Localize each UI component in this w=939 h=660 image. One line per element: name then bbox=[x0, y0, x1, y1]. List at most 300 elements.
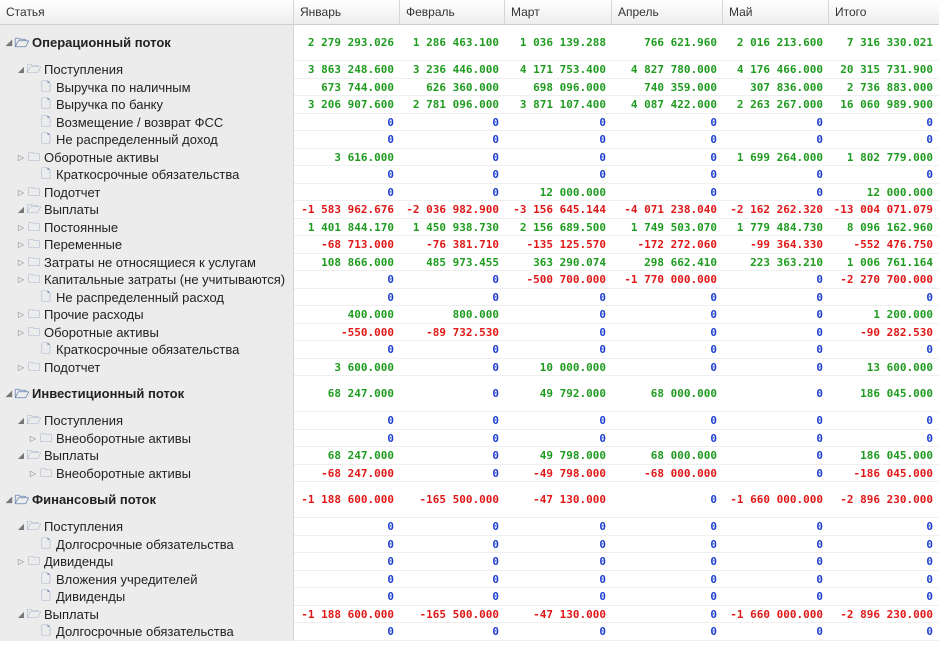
value-cell: 0 bbox=[505, 518, 612, 536]
expand-arrow-icon[interactable]: ▷ bbox=[17, 152, 25, 162]
value-cell: 0 bbox=[294, 166, 400, 184]
value-cell: 800.000 bbox=[400, 306, 505, 324]
value-cell: 49 798.000 bbox=[505, 447, 612, 465]
value-cell: 0 bbox=[400, 359, 505, 377]
table-row[interactable] bbox=[0, 553, 939, 571]
folder-open-icon: 🗁 bbox=[26, 413, 42, 427]
folder-open-icon: 🗁 bbox=[14, 493, 30, 507]
value-cell: -13 004 071.079 bbox=[829, 201, 939, 219]
value-cell: 0 bbox=[505, 588, 612, 606]
value-cell: 0 bbox=[723, 430, 829, 448]
row-label-cell bbox=[0, 306, 294, 324]
row-label-cell bbox=[0, 236, 294, 254]
folder-open-icon: 🗁 bbox=[26, 606, 42, 621]
value-cell: -165 500.000 bbox=[400, 482, 505, 518]
file-icon: 🗋 bbox=[41, 167, 51, 181]
row-label-cell bbox=[0, 430, 294, 448]
value-cell: 0 bbox=[723, 623, 829, 641]
value-cell: 3 600.000 bbox=[294, 359, 400, 377]
table-row[interactable] bbox=[0, 114, 939, 132]
file-icon: 🗋 bbox=[41, 536, 51, 551]
value-cell: 0 bbox=[400, 412, 505, 430]
expand-arrow-icon[interactable]: ▷ bbox=[29, 468, 37, 478]
row-label-cell bbox=[0, 465, 294, 483]
row-label-cell bbox=[0, 324, 294, 342]
row-label: Выплаты bbox=[44, 202, 99, 217]
value-cell: 0 bbox=[612, 306, 723, 324]
row-label-cell bbox=[0, 61, 294, 79]
value-cell: 4 087 422.000 bbox=[612, 96, 723, 114]
collapse-arrow-icon[interactable]: ◢ bbox=[17, 65, 25, 74]
folder-icon: 🗀 bbox=[27, 219, 40, 234]
value-cell: 0 bbox=[294, 553, 400, 571]
value-cell: 0 bbox=[723, 571, 829, 589]
table-row[interactable] bbox=[0, 518, 939, 536]
value-cell: 1 450 938.730 bbox=[400, 219, 505, 237]
value-cell: 68 000.000 bbox=[612, 376, 723, 412]
value-cell: 0 bbox=[294, 588, 400, 606]
value-cell: 0 bbox=[400, 536, 505, 554]
column-header-may[interactable]: Май bbox=[723, 0, 829, 24]
value-cell: 0 bbox=[400, 553, 505, 571]
row-label: Оборотные активы bbox=[44, 324, 159, 340]
collapse-arrow-icon[interactable]: ◢ bbox=[17, 451, 25, 460]
value-cell: 3 863 248.600 bbox=[294, 61, 400, 79]
value-cell: 68 247.000 bbox=[294, 376, 400, 412]
value-cell: -1 583 962.676 bbox=[294, 201, 400, 219]
value-cell: 0 bbox=[723, 465, 829, 483]
value-cell: 49 792.000 bbox=[505, 376, 612, 412]
value-cell: -186 045.000 bbox=[829, 465, 939, 483]
value-cell: 0 bbox=[829, 131, 939, 149]
table-row[interactable] bbox=[0, 341, 939, 359]
row-label: Вложения учредителей bbox=[56, 571, 198, 587]
value-cell: 0 bbox=[400, 588, 505, 606]
value-cell: 13 600.000 bbox=[829, 359, 939, 377]
collapse-arrow-icon[interactable]: ◢ bbox=[17, 416, 25, 425]
file-icon: 🗋 bbox=[41, 342, 51, 356]
folder-open-icon: 🗁 bbox=[14, 36, 30, 50]
row-label-cell bbox=[0, 623, 294, 641]
value-cell: 0 bbox=[505, 289, 612, 307]
value-cell: 0 bbox=[505, 623, 612, 641]
row-label-cell bbox=[0, 25, 294, 61]
value-cell: 363 290.074 bbox=[505, 254, 612, 272]
value-cell: 1 006 761.164 bbox=[829, 254, 939, 272]
value-cell: 68 247.000 bbox=[294, 447, 400, 465]
value-cell: 0 bbox=[723, 536, 829, 554]
value-cell: 0 bbox=[723, 518, 829, 536]
value-cell: 0 bbox=[612, 359, 723, 377]
row-label-cell bbox=[0, 518, 294, 536]
value-cell: 0 bbox=[612, 131, 723, 149]
value-cell: 0 bbox=[829, 166, 939, 184]
grid-body bbox=[0, 25, 939, 641]
value-cell: 0 bbox=[723, 131, 829, 149]
column-header-april[interactable]: Апрель bbox=[612, 0, 723, 24]
value-cell: 0 bbox=[829, 341, 939, 359]
value-cell: 186 045.000 bbox=[829, 447, 939, 465]
value-cell: 0 bbox=[400, 131, 505, 149]
value-cell: 626 360.000 bbox=[400, 79, 505, 97]
value-cell: 0 bbox=[612, 289, 723, 307]
table-row[interactable] bbox=[0, 96, 939, 114]
value-cell: 0 bbox=[612, 114, 723, 132]
value-cell: 16 060 989.900 bbox=[829, 96, 939, 114]
value-cell: 0 bbox=[400, 271, 505, 289]
value-cell: 0 bbox=[294, 271, 400, 289]
value-cell: -49 798.000 bbox=[505, 465, 612, 483]
value-cell: 0 bbox=[612, 518, 723, 536]
expand-arrow-icon[interactable]: ▷ bbox=[17, 362, 25, 372]
value-cell: 0 bbox=[400, 447, 505, 465]
value-cell: -165 500.000 bbox=[400, 606, 505, 624]
row-label: Дивиденды bbox=[56, 589, 126, 604]
row-label: Выплаты bbox=[44, 448, 99, 463]
folder-icon: 🗀 bbox=[39, 465, 52, 480]
value-cell: 0 bbox=[612, 571, 723, 589]
value-cell: 3 236 446.000 bbox=[400, 61, 505, 79]
row-label: Финансовый поток bbox=[32, 492, 157, 507]
group-row[interactable] bbox=[0, 482, 939, 518]
value-cell: 0 bbox=[612, 482, 723, 518]
value-cell: 0 bbox=[505, 149, 612, 167]
folder-icon: 🗀 bbox=[27, 237, 40, 251]
value-cell: -90 282.530 bbox=[829, 324, 939, 342]
value-cell: 4 176 466.000 bbox=[723, 61, 829, 79]
table-row[interactable] bbox=[0, 79, 939, 97]
row-label: Поступления bbox=[44, 62, 124, 77]
row-label: Выручка по наличным bbox=[56, 79, 191, 95]
folder-icon: 🗀 bbox=[39, 430, 52, 445]
row-label: Долгосрочные обязательства bbox=[56, 536, 234, 552]
value-cell: -2 036 982.900 bbox=[400, 201, 505, 219]
row-label-cell bbox=[0, 271, 294, 289]
value-cell: -99 364.330 bbox=[723, 236, 829, 254]
value-cell: 0 bbox=[294, 131, 400, 149]
table-row[interactable] bbox=[0, 166, 939, 184]
table-row[interactable] bbox=[0, 271, 939, 289]
value-cell: 0 bbox=[294, 430, 400, 448]
table-row[interactable] bbox=[0, 184, 939, 202]
value-cell: 400.000 bbox=[294, 306, 400, 324]
folder-open-icon: 🗁 bbox=[26, 448, 42, 462]
expand-arrow-icon[interactable]: ▷ bbox=[17, 240, 25, 249]
folder-icon: 🗀 bbox=[27, 324, 40, 339]
collapse-arrow-icon[interactable]: ◢ bbox=[5, 389, 13, 398]
value-cell: 0 bbox=[829, 412, 939, 430]
value-cell: 1 802 779.000 bbox=[829, 149, 939, 167]
value-cell: 0 bbox=[723, 376, 829, 412]
value-cell: 766 621.960 bbox=[612, 25, 723, 61]
folder-icon: 🗀 bbox=[27, 184, 40, 199]
value-cell: 1 036 139.288 bbox=[505, 25, 612, 61]
value-cell: 12 000.000 bbox=[505, 184, 612, 202]
row-label-cell bbox=[0, 219, 294, 237]
value-cell: 1 749 503.070 bbox=[612, 219, 723, 237]
value-cell: 20 315 731.900 bbox=[829, 61, 939, 79]
row-label-cell bbox=[0, 536, 294, 554]
value-cell: 0 bbox=[612, 166, 723, 184]
value-cell: 0 bbox=[829, 536, 939, 554]
value-cell: 3 871 107.400 bbox=[505, 96, 612, 114]
row-label-cell bbox=[0, 96, 294, 114]
row-label-cell bbox=[0, 553, 294, 571]
value-cell: -4 071 238.040 bbox=[612, 201, 723, 219]
folder-icon: 🗀 bbox=[27, 254, 40, 269]
table-row[interactable] bbox=[0, 306, 939, 324]
row-label: Краткосрочные обязательства bbox=[56, 167, 240, 182]
value-cell: -68 000.000 bbox=[612, 465, 723, 483]
row-label-cell bbox=[0, 131, 294, 149]
column-header-total[interactable]: Итого bbox=[835, 5, 867, 19]
value-cell: 0 bbox=[829, 114, 939, 132]
table-row[interactable] bbox=[0, 536, 939, 554]
value-cell: 0 bbox=[400, 430, 505, 448]
row-label: Долгосрочные обязательства bbox=[56, 624, 234, 639]
collapse-arrow-icon[interactable]: ◢ bbox=[17, 522, 25, 531]
row-label: Поступления bbox=[44, 519, 124, 534]
value-cell: 2 016 213.600 bbox=[723, 25, 829, 61]
row-label: Дивиденды bbox=[44, 554, 114, 569]
row-label-cell bbox=[0, 482, 294, 518]
row-label: Не распределенный расход bbox=[56, 289, 225, 305]
file-icon: 🗋 bbox=[41, 132, 51, 146]
value-cell: 0 bbox=[723, 447, 829, 465]
value-cell: -1 188 600.000 bbox=[294, 606, 400, 624]
value-cell: 0 bbox=[505, 114, 612, 132]
value-cell: -47 130.000 bbox=[505, 606, 612, 624]
column-header-february[interactable]: Февраль bbox=[400, 0, 505, 24]
value-cell: -89 732.530 bbox=[400, 324, 505, 342]
file-icon: 🗋 bbox=[41, 624, 51, 638]
table-row[interactable] bbox=[0, 359, 939, 377]
value-cell: 0 bbox=[723, 553, 829, 571]
value-cell: 0 bbox=[829, 588, 939, 606]
collapse-arrow-icon[interactable]: ◢ bbox=[5, 495, 13, 504]
table-row[interactable] bbox=[0, 430, 939, 448]
value-cell: 2 279 293.026 bbox=[294, 25, 400, 61]
collapse-arrow-icon[interactable]: ◢ bbox=[5, 38, 13, 47]
column-header-article[interactable]: Статья bbox=[0, 0, 294, 24]
value-cell: 0 bbox=[294, 518, 400, 536]
row-label-cell bbox=[0, 166, 294, 184]
folder-open-icon: 🗁 bbox=[26, 62, 42, 76]
row-label: Затраты не относящиеся к услугам bbox=[44, 254, 256, 270]
row-label-cell bbox=[0, 606, 294, 624]
expand-arrow-icon[interactable]: ▷ bbox=[17, 275, 25, 284]
row-label-cell bbox=[0, 201, 294, 219]
value-cell: 0 bbox=[294, 184, 400, 202]
value-cell: 0 bbox=[723, 184, 829, 202]
file-icon: 🗋 bbox=[41, 589, 51, 603]
value-cell: 0 bbox=[400, 341, 505, 359]
row-label: Не распределенный доход bbox=[56, 132, 218, 147]
value-cell: 0 bbox=[505, 131, 612, 149]
row-label-cell bbox=[0, 571, 294, 589]
value-cell: 0 bbox=[400, 149, 505, 167]
folder-icon: 🗀 bbox=[27, 272, 40, 286]
value-cell: -1 660 000.000 bbox=[723, 482, 829, 518]
collapse-arrow-icon[interactable]: ◢ bbox=[17, 609, 25, 619]
column-header-march[interactable]: Март bbox=[505, 0, 612, 24]
value-cell: 223 363.210 bbox=[723, 254, 829, 272]
row-label-cell bbox=[0, 114, 294, 132]
value-cell: 2 156 689.500 bbox=[505, 219, 612, 237]
value-cell: 673 744.000 bbox=[294, 79, 400, 97]
table-row[interactable] bbox=[0, 201, 939, 219]
row-label-cell bbox=[0, 79, 294, 97]
table-row[interactable] bbox=[0, 131, 939, 149]
table-row[interactable] bbox=[0, 465, 939, 483]
expand-arrow-icon[interactable]: ▷ bbox=[17, 327, 25, 337]
row-label: Выручка по банку bbox=[56, 97, 163, 112]
value-cell: -1 188 600.000 bbox=[294, 482, 400, 518]
value-cell: 0 bbox=[294, 536, 400, 554]
value-cell: 108 866.000 bbox=[294, 254, 400, 272]
value-cell: 0 bbox=[400, 571, 505, 589]
value-cell: 68 000.000 bbox=[612, 447, 723, 465]
table-row[interactable] bbox=[0, 588, 939, 606]
folder-open-icon: 🗁 bbox=[26, 519, 42, 533]
table-row[interactable] bbox=[0, 623, 939, 641]
expand-arrow-icon[interactable]: ▷ bbox=[17, 310, 25, 319]
row-label: Постоянные bbox=[44, 219, 119, 235]
file-icon: 🗋 bbox=[41, 571, 51, 586]
expand-arrow-icon[interactable]: ▷ bbox=[29, 433, 37, 443]
value-cell: 1 286 463.100 bbox=[400, 25, 505, 61]
folder-icon: 🗀 bbox=[27, 359, 40, 374]
value-cell: 0 bbox=[612, 430, 723, 448]
value-cell: 0 bbox=[829, 518, 939, 536]
value-cell: 307 836.000 bbox=[723, 79, 829, 97]
value-cell: -135 125.570 bbox=[505, 236, 612, 254]
row-label: Прочие расходы bbox=[44, 307, 144, 322]
value-cell: 0 bbox=[829, 623, 939, 641]
folder-open-icon: 🗁 bbox=[14, 387, 30, 401]
value-cell: 0 bbox=[612, 553, 723, 571]
value-cell: -2 162 262.320 bbox=[723, 201, 829, 219]
group-row[interactable] bbox=[0, 25, 939, 61]
row-label: Краткосрочные обязательства bbox=[56, 342, 240, 357]
value-cell: 0 bbox=[723, 588, 829, 606]
value-cell: 0 bbox=[400, 376, 505, 412]
value-cell: 10 000.000 bbox=[505, 359, 612, 377]
value-cell: -1 770 000.000 bbox=[612, 271, 723, 289]
value-cell: 2 781 096.000 bbox=[400, 96, 505, 114]
row-label: Оборотные активы bbox=[44, 149, 159, 165]
value-cell: 0 bbox=[829, 553, 939, 571]
value-cell: 12 000.000 bbox=[829, 184, 939, 202]
value-cell: -68 713.000 bbox=[294, 236, 400, 254]
row-label-cell bbox=[0, 376, 294, 412]
value-cell: 0 bbox=[294, 341, 400, 359]
value-cell: 0 bbox=[723, 306, 829, 324]
value-cell: -3 156 645.144 bbox=[505, 201, 612, 219]
table-row[interactable] bbox=[0, 289, 939, 307]
value-cell: 0 bbox=[612, 623, 723, 641]
value-cell: -552 476.750 bbox=[829, 236, 939, 254]
value-cell: 0 bbox=[400, 623, 505, 641]
row-label: Капитальные затраты (не учитываются) bbox=[44, 272, 286, 287]
value-cell: -68 247.000 bbox=[294, 465, 400, 483]
value-cell: 0 bbox=[612, 149, 723, 167]
value-cell: 1 779 484.730 bbox=[723, 219, 829, 237]
table-row[interactable] bbox=[0, 61, 939, 79]
value-cell: 0 bbox=[612, 324, 723, 342]
value-cell: 7 316 330.021 bbox=[829, 25, 939, 61]
row-label-cell bbox=[0, 447, 294, 465]
expand-arrow-icon[interactable]: ▷ bbox=[17, 222, 25, 232]
value-cell: -2 896 230.000 bbox=[829, 606, 939, 624]
value-cell: -2 270 700.000 bbox=[829, 271, 939, 289]
folder-icon: 🗀 bbox=[27, 307, 40, 321]
file-icon: 🗋 bbox=[41, 289, 51, 304]
value-cell: 0 bbox=[723, 289, 829, 307]
value-cell: 0 bbox=[505, 553, 612, 571]
table-row[interactable] bbox=[0, 254, 939, 272]
row-label: Переменные bbox=[44, 237, 123, 252]
value-cell: 0 bbox=[612, 536, 723, 554]
table-row[interactable] bbox=[0, 324, 939, 342]
value-cell: 0 bbox=[505, 306, 612, 324]
value-cell: -47 130.000 bbox=[505, 482, 612, 518]
table-row[interactable] bbox=[0, 236, 939, 254]
row-label: Подотчет bbox=[44, 359, 101, 375]
row-label-cell bbox=[0, 341, 294, 359]
folder-icon: 🗀 bbox=[27, 554, 40, 568]
row-label: Возмещение / возврат ФСС bbox=[56, 114, 224, 130]
value-cell: 0 bbox=[723, 271, 829, 289]
value-cell: 0 bbox=[505, 341, 612, 359]
table-row[interactable] bbox=[0, 606, 939, 624]
table-row[interactable] bbox=[0, 219, 939, 237]
value-cell: 3 206 907.600 bbox=[294, 96, 400, 114]
value-cell: -1 660 000.000 bbox=[723, 606, 829, 624]
value-cell: 0 bbox=[400, 465, 505, 483]
collapse-arrow-icon[interactable]: ◢ bbox=[17, 205, 25, 214]
table-row[interactable] bbox=[0, 571, 939, 589]
value-cell: 4 827 780.000 bbox=[612, 61, 723, 79]
value-cell: 0 bbox=[505, 166, 612, 184]
expand-arrow-icon[interactable]: ▷ bbox=[17, 557, 25, 566]
folder-open-icon: 🗁 bbox=[26, 202, 42, 216]
value-cell: 0 bbox=[723, 412, 829, 430]
file-icon: 🗋 bbox=[41, 97, 51, 111]
value-cell: 0 bbox=[612, 588, 723, 606]
value-cell: -2 896 230.000 bbox=[829, 482, 939, 518]
group-row[interactable] bbox=[0, 376, 939, 412]
value-cell: 0 bbox=[505, 412, 612, 430]
value-cell: 0 bbox=[612, 606, 723, 624]
value-cell: 485 973.455 bbox=[400, 254, 505, 272]
table-row[interactable] bbox=[0, 447, 939, 465]
table-row[interactable] bbox=[0, 149, 939, 167]
row-label: Выплаты bbox=[44, 606, 99, 622]
folder-icon: 🗀 bbox=[27, 149, 40, 164]
value-cell: 0 bbox=[829, 571, 939, 589]
value-cell: 0 bbox=[723, 359, 829, 377]
table-row[interactable] bbox=[0, 412, 939, 430]
row-label: Подотчет bbox=[44, 184, 101, 200]
value-cell: 0 bbox=[294, 289, 400, 307]
value-cell: -500 700.000 bbox=[505, 271, 612, 289]
expand-arrow-icon[interactable]: ▷ bbox=[17, 187, 25, 197]
expand-arrow-icon[interactable]: ▷ bbox=[17, 257, 25, 267]
value-cell: 0 bbox=[505, 536, 612, 554]
value-cell: 4 171 753.400 bbox=[505, 61, 612, 79]
column-header-january[interactable]: Январь bbox=[294, 0, 400, 24]
